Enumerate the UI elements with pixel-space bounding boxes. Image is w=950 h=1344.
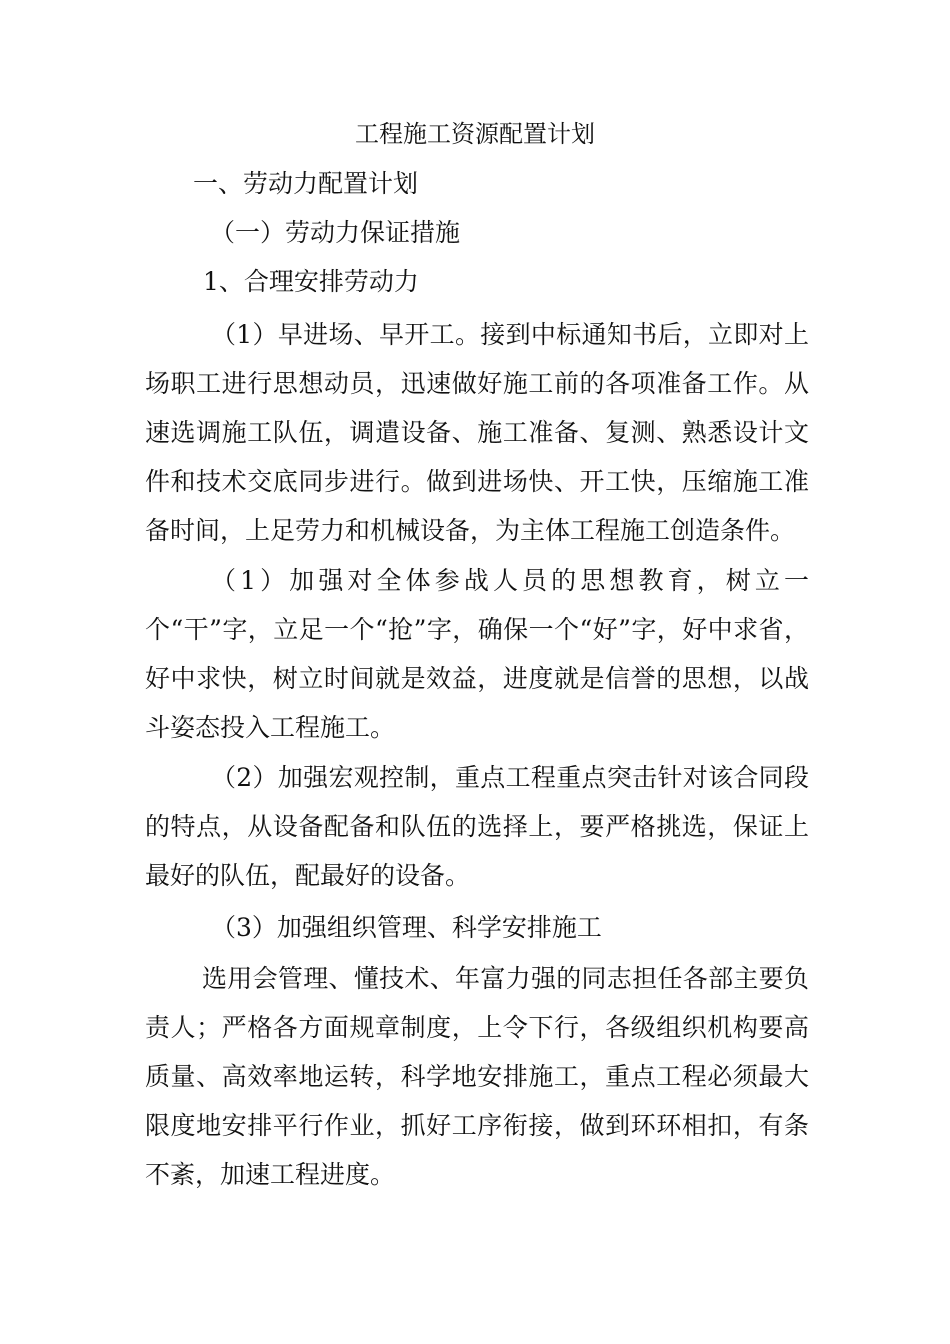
item-heading: 1、合理安排劳动力 xyxy=(203,267,419,296)
paragraph-early-start: （1）早进场、早开工。接到中标通知书后，立即对上场职工进行思想动员，迅速做好施工前的各项准备工作。从速选调施工队伍，调遣设备、施工准备、复测、熟悉设计文件和技术交底同步进行。做到进场快、开工快，压缩施工准备时间，上足劳力和机械设备，为主体工程施工创造条件。 xyxy=(145,320,809,545)
paragraph-macro-control: （2）加强宏观控制，重点工程重点突击针对该合同段的特点，从设备配备和队伍的选择上，要严格挑选，保证上最好的队伍，配最好的设备。 xyxy=(145,763,809,890)
paragraph-organization-heading: （3）加强组织管理、科学安排施工 xyxy=(211,913,602,942)
document-title: 工程施工资源配置计划 xyxy=(355,120,595,148)
subsection-heading: （一）劳动力保证措施 xyxy=(210,218,461,247)
section-heading: 一、劳动力配置计划 xyxy=(193,169,419,198)
paragraph-ideological-education: （1）加强对全体参战人员的思想教育，树立一个“干”字，立足一个“抢”字，确保一个“好”字，好中求省，好中求快，树立时间就是效益，进度就是信誉的思想，以战斗姿态投入工程施工。 xyxy=(145,566,809,742)
paragraph-organization-management: 选用会管理、懂技术、年富力强的同志担任各部主要负责人；严格各方面规章制度，上令下行，各级组织机构要高质量、高效率地运转，科学地安排施工，重点工程必须最大限度地安排平行作业，抓好工序衔接，做到环环相扣，有条不紊，加速工程进度。 xyxy=(145,964,809,1189)
